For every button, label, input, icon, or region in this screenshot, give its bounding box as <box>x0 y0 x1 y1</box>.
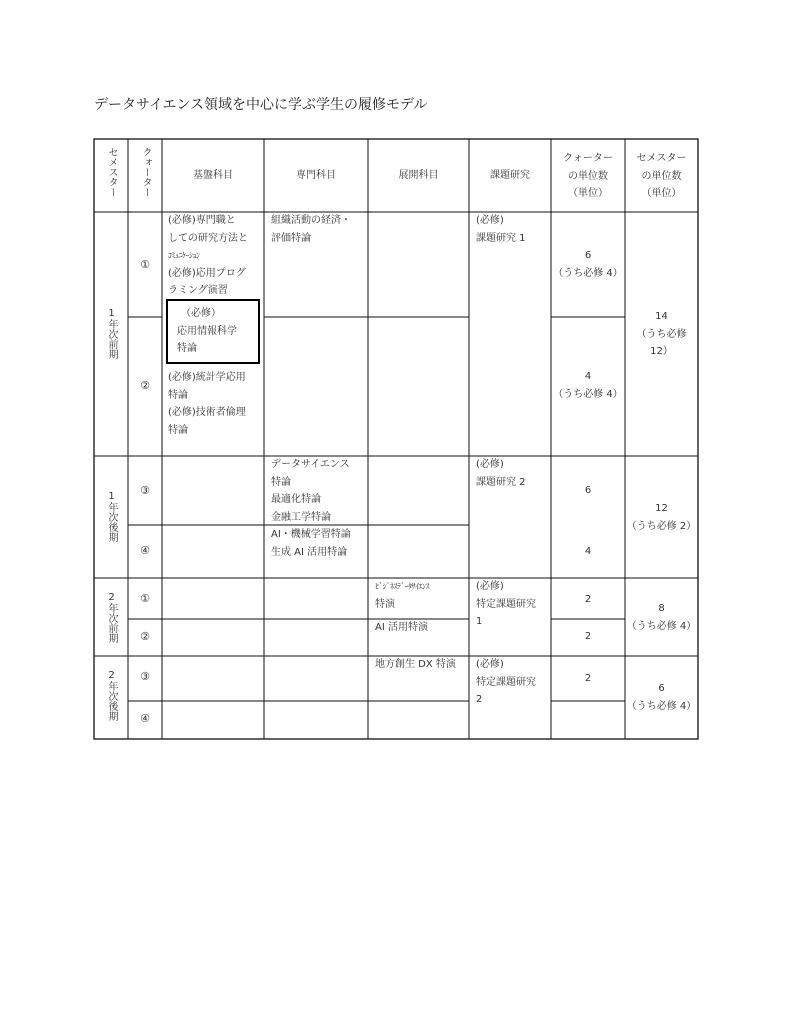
quarter-credits-q2: 4 （うち必修 4） <box>553 371 623 400</box>
quarter-credits-q1: 6 （うち必修 4） <box>553 250 623 279</box>
semester-credits-s3: 8 （うち必修 4） <box>626 603 697 632</box>
developmental-course-business-data-science: ﾋﾞｼﾞﾈｽﾃﾞｰﾀｻｲｴﾝｽ 特演 <box>375 582 429 610</box>
header-quarter-credits: クォーター の単位数 （単位） <box>563 153 613 199</box>
quarter-credits-q5: 2 <box>584 594 592 605</box>
research-1: (必修) 課題研究 1 <box>476 215 526 244</box>
header-semester-credits: セメスター の単位数 （単位） <box>636 153 687 199</box>
header-semester: セメスター <box>106 147 117 197</box>
basic-course-applied-info-science: （必修） 応用情報科学 特論 <box>177 308 237 354</box>
semester-credits-s1: 14 （うち必修 12） <box>636 311 687 357</box>
header-developmental: 展開科目 <box>398 170 439 181</box>
semester-label-1: 1年次前期 <box>106 308 117 359</box>
semester-credits-s4: 6 （うち必修 4） <box>626 683 697 712</box>
semester-credits-s2: 12 （うち必修 2） <box>626 503 697 532</box>
quarter-1: ① <box>140 258 150 271</box>
header-specialized: 専門科目 <box>296 170 336 181</box>
quarter-7: ③ <box>140 670 150 683</box>
quarter-5: ① <box>140 592 150 605</box>
quarter-8: ④ <box>140 712 150 725</box>
specialized-course-s4: AI・機械学習特論 生成 AI 活用特論 <box>271 529 351 558</box>
quarter-3: ③ <box>140 484 150 497</box>
semester-label-4: 2年次後期 <box>106 670 117 721</box>
research-3: (必修) 特定課題研究 1 <box>476 581 536 627</box>
header-basic: 基盤科目 <box>193 170 233 181</box>
quarter-4: ④ <box>140 544 150 557</box>
quarter-6: ② <box>140 630 150 643</box>
header-research: 課題研究 <box>490 170 530 181</box>
specialized-course-s3: データサイエンス 特論 最適化特論 金融工学特論 <box>271 459 350 523</box>
developmental-course-ai-practice: AI 活用特演 <box>375 622 428 633</box>
quarter-credits-q4: 4 <box>584 546 592 557</box>
research-2: (必修) 課題研究 2 <box>476 459 526 488</box>
semester-label-3: 2年次前期 <box>106 592 117 643</box>
basic-course-research-methods: (必修)専門職と しての研究方法と ｺﾐｭﾆｹｰｼｮﾝ (必修)応用プログ ラミング演習 <box>168 215 248 296</box>
basic-course-statistics-ethics: (必修)統計学応用 特論 (必修)技術者倫理 特論 <box>168 372 246 436</box>
quarter-credits-q3: 6 <box>584 485 592 496</box>
specialized-course-s1: 組織活動の経済・ 評価特論 <box>271 215 351 244</box>
developmental-course-regional-dx: 地方創生 DX 特演 <box>375 659 456 670</box>
quarter-credits-q7: 2 <box>584 673 592 684</box>
quarter-credits-q6: 2 <box>584 631 592 642</box>
page-title: データサイエンス領域を中心に学ぶ学生の履修モデル <box>94 97 428 113</box>
semester-label-2: 1年次後期 <box>106 491 117 542</box>
quarter-2: ② <box>140 379 150 392</box>
research-4: (必修) 特定課題研究 2 <box>476 659 536 705</box>
header-quarter: クォーター <box>140 147 151 197</box>
